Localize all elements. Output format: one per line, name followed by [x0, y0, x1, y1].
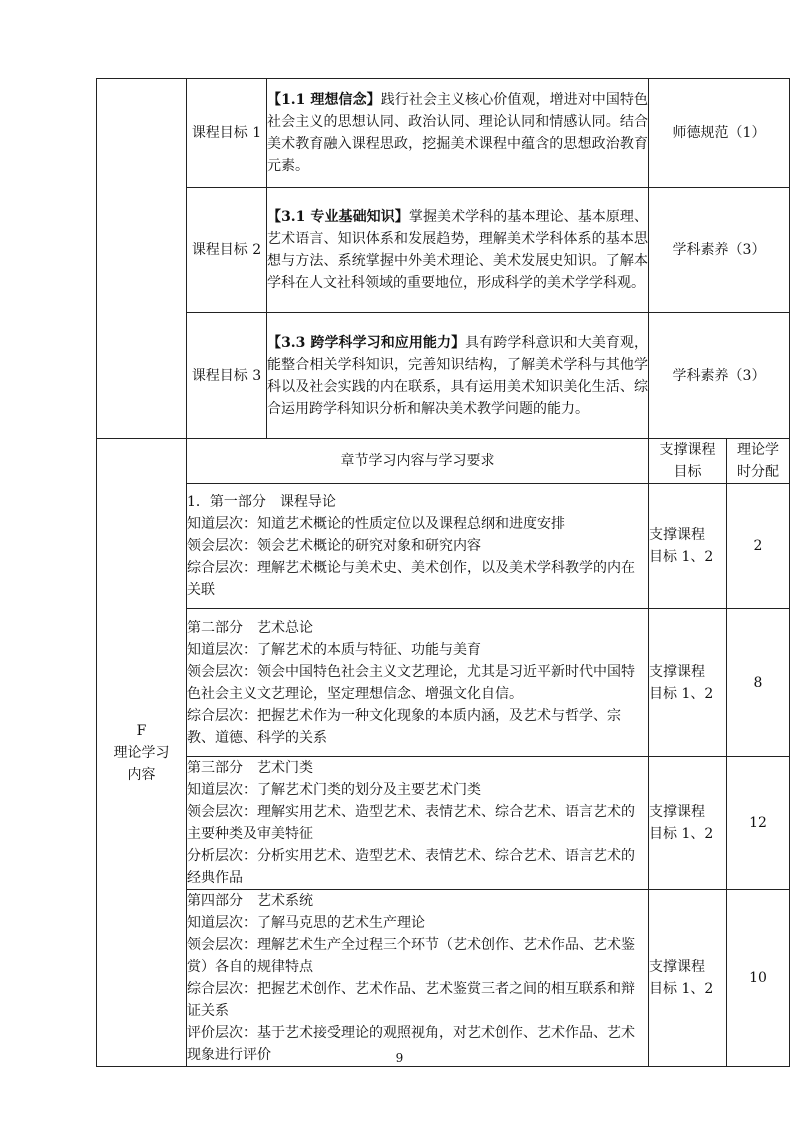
blank-category-cell	[97, 79, 187, 439]
goal-name: 课程目标 2	[187, 188, 267, 313]
level-text: 理解艺术概论与美术史、美术创作，以及美术学科教学的内在关联	[187, 560, 635, 598]
chapter-content	[187, 890, 649, 1067]
chapter-row-2	[97, 609, 790, 757]
support-line1: 支撑课程	[649, 804, 705, 820]
support-line2: 目标 1、2	[649, 549, 714, 565]
chapter-level	[187, 845, 648, 889]
chapter-title: 1．第一部分 课程导论	[187, 494, 336, 510]
level-tag: 知道层次：	[187, 516, 257, 532]
chapter-hours: 2	[727, 484, 790, 609]
level-tag: 综合层次：	[187, 707, 257, 724]
goal-row-2	[97, 188, 790, 313]
support-line2: 目标 1、2	[649, 826, 714, 842]
chapter-title: 第四部分 艺术系统	[187, 893, 313, 909]
page-number: 9	[395, 1051, 404, 1065]
goal-name: 课程目标 1	[187, 79, 267, 188]
goal-description	[267, 188, 649, 313]
goal-requirement: 学科素养（3）	[649, 313, 790, 439]
chapter-level	[187, 912, 648, 934]
chapter-support	[649, 890, 727, 1067]
level-text: 理解实用艺术、造型艺术、表情艺术、综合艺术、语言艺术的主要种类及审美特征	[187, 804, 635, 842]
support-line2: 目标 1、2	[649, 685, 714, 702]
chapter-content	[187, 484, 649, 609]
chapter-support	[649, 484, 727, 609]
level-text: 理解艺术生产全过程三个环节（艺术创作、艺术作品、艺术鉴赏）各自的规律特点	[187, 937, 635, 975]
goal-description	[267, 313, 649, 439]
chapter-level	[187, 661, 648, 705]
section-letter: F	[136, 722, 147, 739]
level-tag: 分析层次：	[187, 848, 257, 864]
goal-name: 课程目标 3	[187, 313, 267, 439]
level-tag: 综合层次：	[187, 981, 257, 997]
goal-tag: 【1.1 理想信念】	[267, 92, 381, 108]
level-tag: 领会层次：	[187, 804, 257, 820]
section-label-line1: 理论学习	[113, 744, 170, 761]
support-line2: 目标 1、2	[649, 981, 714, 997]
support-line1: 支撑课程	[649, 959, 705, 975]
level-text: 分析实用艺术、造型艺术、表情艺术、综合艺术、语言艺术的经典作品	[187, 848, 635, 886]
level-tag: 知道层次：	[187, 915, 257, 931]
chapter-level	[187, 639, 648, 661]
chapter-level	[187, 705, 648, 749]
chapter-title: 第三部分 艺术门类	[187, 760, 313, 776]
goal-tag: 【3.3 跨学科学习和应用能力】	[267, 334, 466, 351]
level-tag: 领会层次：	[187, 937, 257, 953]
course-table	[96, 78, 790, 1067]
goal-text: 具有跨学科意识和大美育观，能整合相关学科知识，完善知识结构，了解美术学科与其他学科以及社会实践的内在联系，具有运用美术知识美化生活、综合运用跨学科知识分析和解决美术教学问题的能力。	[267, 334, 649, 417]
level-text: 了解艺术门类的划分及主要艺术门类	[257, 782, 481, 798]
chapter-support	[649, 757, 727, 890]
chapter-level	[187, 934, 648, 978]
chapter-row-4	[97, 890, 790, 1067]
chapter-row-1	[97, 484, 790, 609]
chapter-level	[187, 801, 648, 845]
section-f-label	[97, 439, 187, 1067]
level-tag: 知道层次：	[187, 782, 257, 798]
chapter-content	[187, 609, 649, 757]
goal-text: 掌握美术学科的基本理论、基本原理、艺术语言、知识体系和发展趋势，理解美术学科体系的基本思想与方法、系统掌握中外美术理论、美术发展史知识。了解本学科在人文社科领域的重要地位，形成科学的美术学学科观。	[267, 209, 649, 291]
goal-requirement: 师德规范（1）	[649, 79, 790, 188]
level-text: 了解艺术的本质与特征、功能与美育	[257, 641, 481, 658]
section-label-line2: 内容	[127, 766, 156, 783]
header-hours	[727, 439, 790, 484]
section-f-header-row	[97, 439, 790, 484]
level-tag: 领会层次：	[187, 663, 257, 680]
level-text: 把握艺术创作、艺术作品、艺术鉴赏三者之间的相互联系和辩证关系	[187, 981, 635, 1019]
header-support	[649, 439, 727, 484]
level-text: 领会艺术概论的研究对象和研究内容	[257, 538, 481, 554]
goal-text: 践行社会主义核心价值观，增进对中国特色社会主义的思想认同、政治认同、理论认同和情感认同。结合美术教育融入课程思政，挖掘美术课程中蕴含的思想政治教育元素。	[267, 92, 649, 174]
level-text: 了解马克思的艺术生产理论	[257, 915, 425, 931]
level-text: 基于艺术接受理论的观照视角，对艺术创作、艺术作品、艺术现象进行评价	[187, 1025, 635, 1063]
chapter-level	[187, 779, 648, 801]
chapter-hours: 10	[727, 890, 790, 1067]
support-line1: 支撑课程	[649, 663, 705, 680]
goal-tag: 【3.1 专业基础知识】	[267, 209, 409, 225]
goal-row-1	[97, 79, 790, 188]
level-tag: 评价层次：	[187, 1025, 257, 1041]
chapter-hours: 12	[727, 757, 790, 890]
chapter-level	[187, 557, 648, 601]
goal-description	[267, 79, 649, 188]
chapter-title: 第二部分 艺术总论	[187, 619, 313, 636]
chapter-level	[187, 535, 648, 557]
chapter-level	[187, 978, 648, 1022]
level-tag: 综合层次：	[187, 560, 257, 576]
header-support-line1: 支撑课程	[659, 442, 716, 458]
chapter-hours: 8	[727, 609, 790, 757]
support-line1: 支撑课程	[649, 527, 705, 543]
header-hours-line2: 时分配	[737, 464, 779, 480]
chapter-content	[187, 757, 649, 890]
chapter-support	[649, 609, 727, 757]
level-text: 领会中国特色社会主义文艺理论，尤其是习近平新时代中国特色社会主义文艺理论，坚定理想信念、增强文化自信。	[187, 663, 635, 702]
chapter-row-3	[97, 757, 790, 890]
goal-row-3	[97, 313, 790, 439]
level-tag: 知道层次：	[187, 641, 257, 658]
header-content: 章节学习内容与学习要求	[187, 439, 649, 484]
level-text: 把握艺术作为一种文化现象的本质内涵，及艺术与哲学、宗教、道德、科学的关系	[187, 707, 621, 746]
header-hours-line1: 理论学	[737, 442, 779, 458]
chapter-level	[187, 513, 648, 535]
header-support-line2: 目标	[673, 464, 702, 480]
level-tag: 领会层次：	[187, 538, 257, 554]
level-text: 知道艺术概论的性质定位以及课程总纲和进度安排	[257, 516, 565, 532]
goal-requirement: 学科素养（3）	[649, 188, 790, 313]
